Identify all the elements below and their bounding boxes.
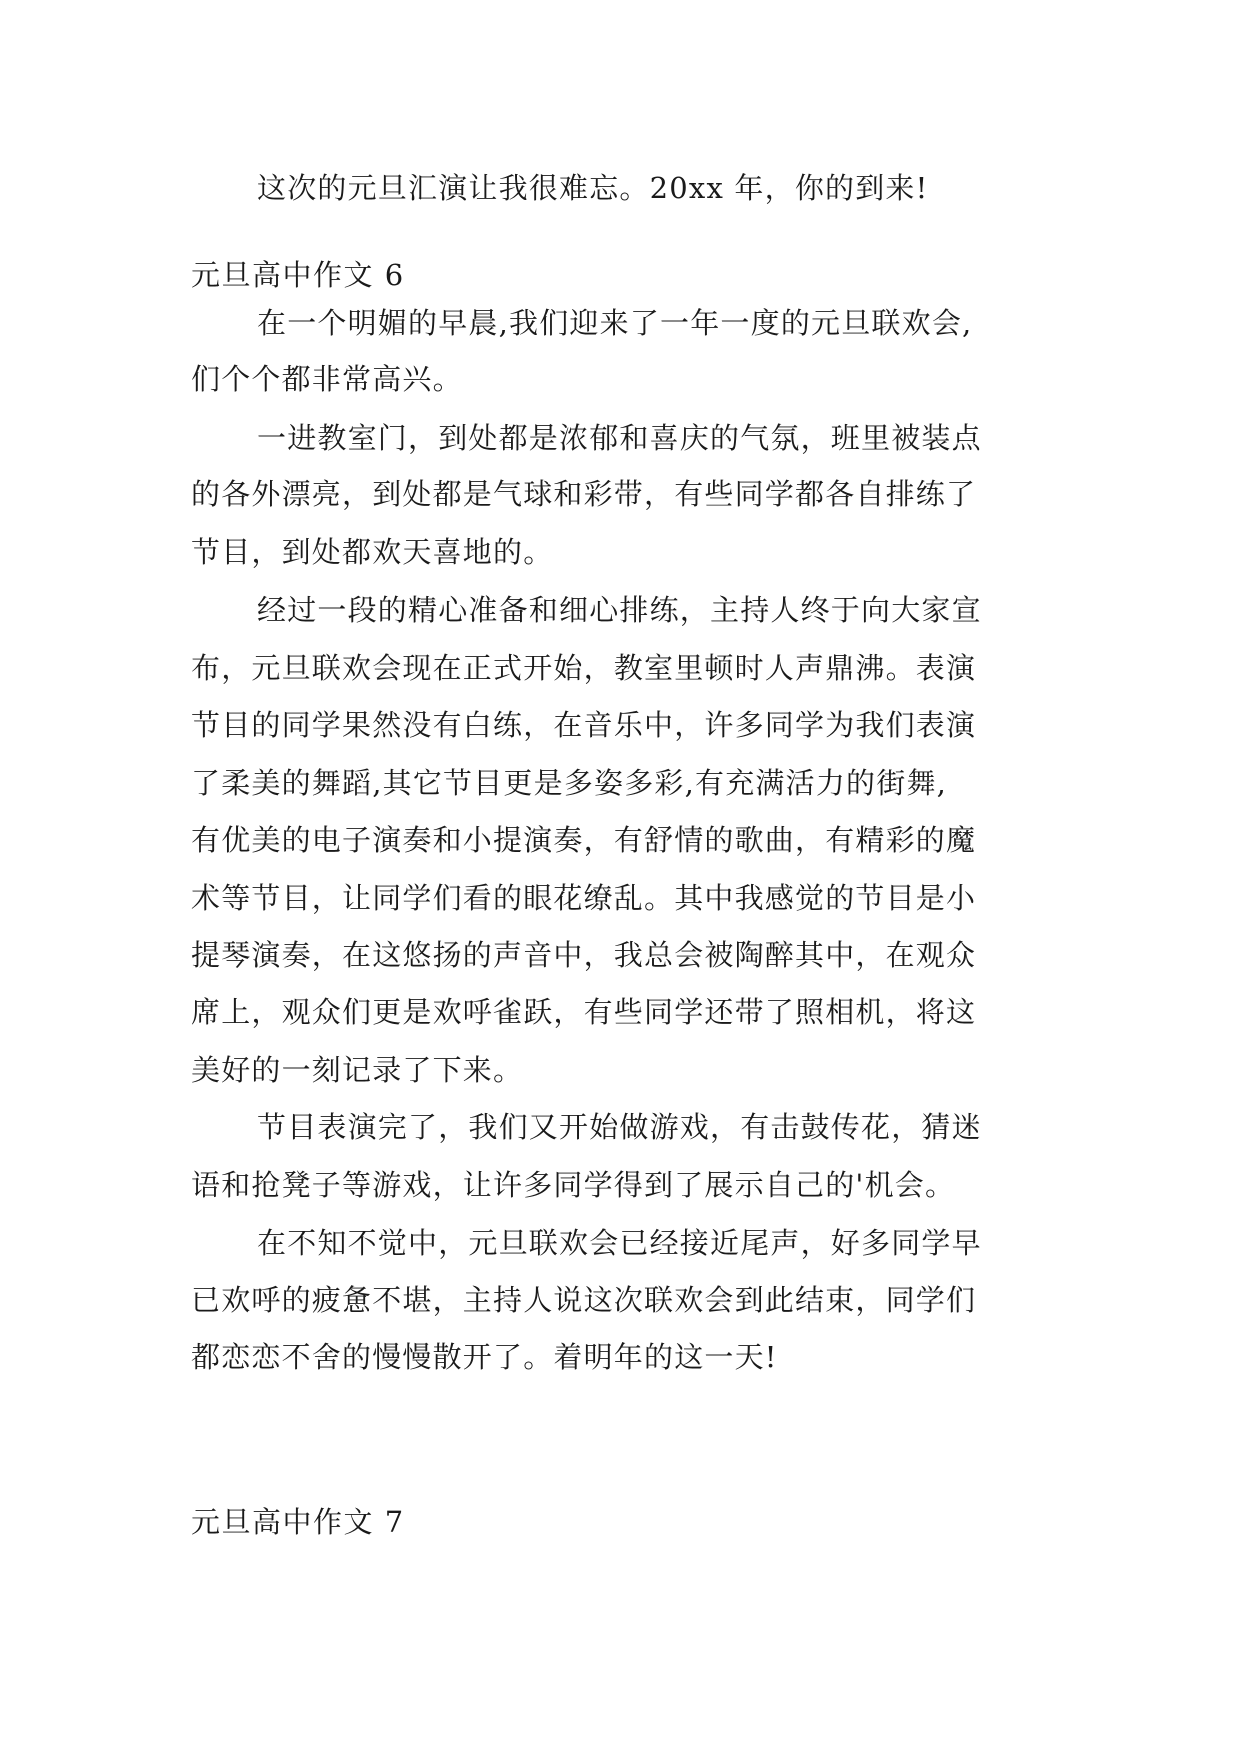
paragraph-line: 美好的一刻记录了下来。 [191,1053,524,1087]
paragraph-line: 在一个明媚的早晨,我们迎来了一年一度的元旦联欢会, [257,306,973,340]
paragraph-line: 一进教室门，到处都是浓郁和喜庆的气氛，班里被装点 [257,421,982,455]
paragraph-line: 语和抢凳子等游戏，让许多同学得到了展示自己的'机会。 [191,1168,956,1202]
paragraph-line: 节目表演完了，我们又开始做游戏，有击鼓传花，猜迷 [257,1110,982,1144]
paragraph-line: 的各外漂亮，到处都是气球和彩带，有些同学都各自排练了 [191,477,977,511]
paragraph-line: 们个个都非常高兴。 [191,362,463,396]
paragraph-line: 了柔美的舞蹈,其它节目更是多姿多彩,有充满活力的街舞, [191,766,948,800]
paragraph-line: 节目，到处都欢天喜地的。 [191,535,554,569]
paragraph-line: 有优美的电子演奏和小提演奏，有舒情的歌曲，有精彩的魔 [191,823,977,857]
paragraph-line: 都恋恋不舍的慢慢散开了。着明年的这一天! [191,1340,778,1374]
paragraph-line: 经过一段的精心准备和细心排练，主持人终于向大家宣 [257,593,982,627]
paragraph-line: 席上，观众们更是欢呼雀跃，有些同学还带了照相机，将这 [191,995,977,1029]
section-7-title: 元旦高中作文 7 [191,1505,405,1539]
paragraph-line: 已欢呼的疲惫不堪，主持人说这次联欢会到此结束，同学们 [191,1283,977,1317]
paragraph-line: 在不知不觉中，元旦联欢会已经接近尾声，好多同学早 [257,1226,982,1260]
section-6-title: 元旦高中作文 6 [191,258,405,292]
paragraph-line: 提琴演奏，在这悠扬的声音中，我总会被陶醉其中，在观众 [191,938,977,972]
intro-line: 这次的元旦汇演让我很难忘。20xx 年，你的到来! [257,171,929,205]
paragraph-line: 节目的同学果然没有白练，在音乐中，许多同学为我们表演 [191,708,977,742]
paragraph-line: 术等节目，让同学们看的眼花缭乱。其中我感觉的节目是小 [191,881,977,915]
paragraph-line: 布，元旦联欢会现在正式开始，教室里顿时人声鼎沸。表演 [191,651,977,685]
